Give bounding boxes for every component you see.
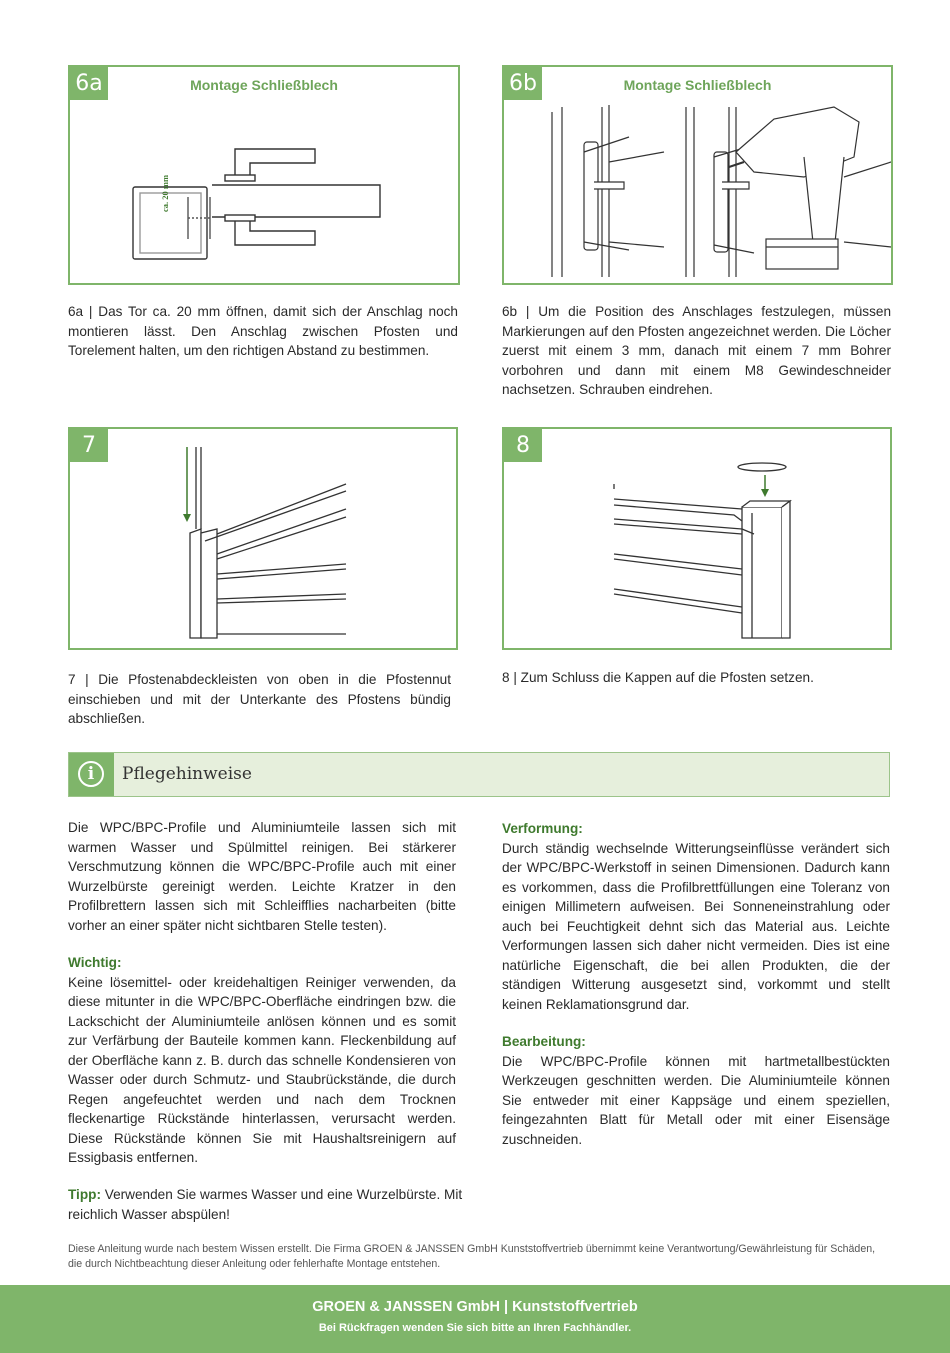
disclaimer: Diese Anleitung wurde nach bestem Wissen erstellt. Die Firma GROEN & JANSSEN GmbH Kunststoffvertrieb übernimmt keine Verantwortung/Gewährleistung für Schäden, die durch Nichtbeachtung dieser Anleitung oder fehlerhafte Montage entstehen. [68, 1243, 876, 1270]
step-badge-7: 7 [70, 429, 108, 462]
illustration-lock-plate [70, 67, 458, 283]
panel-6a [68, 65, 460, 285]
illustration-drilling [504, 67, 891, 283]
deform-heading: Verformung: [502, 821, 583, 836]
info-icon: i [78, 761, 104, 787]
step-badge-6b: 6b [504, 67, 542, 100]
caption-8: 8 | Zum Schluss die Kappen auf die Pfosten setzen. [502, 670, 814, 685]
illustration-post-caps [504, 429, 890, 648]
step-badge-8: 8 [504, 429, 542, 462]
caption-6b: 6b | Um die Position des Anschlages festzulegen, müssen Markierungen auf den Pfosten angezeichnet werden. Die Löcher zuerst mit einem 3 mm, danach mit einem 7 mm Bohrer vorbohren und dann mit einem M8 Gewindeschneider nachsetzen. Schrauben eindrehen. [502, 304, 891, 397]
panel-title-6b: Montage Schließblech [623, 77, 772, 93]
important-block [68, 953, 456, 1168]
caption-7: 7 | Die Pfostenabdeckleisten von oben in die Pfostennut einschieben und mit der Unterkante des Pfostens bündig abschließen. [68, 672, 451, 726]
care-intro: Die WPC/BPC-Profile und Aluminiumteile lassen sich mit warmen Wasser und Spülmittel reinigen. Bei stärkerer Verschmutzung können die WPC/BPC-Profile auch mit einer Wurzelbürste gereinigt werden. Leichte Kratzer in den Profilbrettern lassen sich mit Schleifflies nacharbeiten (bitte vorher an einer später nicht sichtbaren Stelle testen). [68, 820, 456, 933]
panel-8 [502, 427, 892, 650]
step-badge-6a: 6a [70, 67, 108, 100]
tip-text: Verwenden Sie warmes Wasser und eine Wurzelbürste. Mit reichlich Wasser abspülen! [68, 1187, 463, 1222]
info-icon-box [69, 753, 114, 796]
important-text: Keine lösemittel- oder kreidehaltigen Reiniger verwenden, da diese mitunter in die WPC/BPC-Oberfläche eindringen bzw. die Lackschicht der Aluminiumteile anlösen können und es somit zur Verfärbung der Bauteile kommen kann. Fleckenbildung auf der Oberfläche kann z. B. durch das schnelle Kondensieren von Wasser oder durch Schmutz- und Staubrückstände, die durch Regen angefeuchtet werden und nach dem Trocknen fleckenartige Rückstände hinterlassen, verursacht werden. Diese Rückstände können Sie mit Haushaltsreinigern auf Essigbasis entfernen. [68, 974, 456, 1165]
panel-7 [68, 427, 458, 650]
deform-text: Durch ständig wechselnde Witterungseinflüsse verändert sich der WPC/BPC-Werkstoff in seinen Dimensionen. Dadurch kann es vorkommen, dass die Profilbrettfüllungen eine Toleranz von einigen Millimetern aufweisen. Bei Sonneneinstrahlung oder auch bei Feuchtigkeit dehnt sich das Material aus. Leichte Verformungen lassen sich daher nicht vermeiden. Dies ist eine natürliche Eigenschaft, die bei allen Produkten, die der ständigen Witterung ausgesetzt sind, vorkommt und stellt keinen Reklamationsgrund dar. [502, 840, 890, 1012]
section-title: Pflegehinweise [122, 764, 252, 784]
illustration-post-cover [70, 429, 456, 648]
work-heading: Bearbeitung: [502, 1034, 586, 1049]
important-heading: Wichtig: [68, 955, 122, 970]
footer-company: GROEN & JANSSEN GmbH | Kunststoffvertrieb [312, 1299, 638, 1315]
caption-6a: 6a | Das Tor ca. 20 mm öffnen, damit sich der Anschlag noch montieren lässt. Den Anschlag zwischen Pfosten und Torelement halten, um den richtigen Abstand zu bestimmen. [68, 304, 458, 358]
footer [0, 1285, 950, 1353]
work-text: Die WPC/BPC-Profile können mit hartmetallbestückten Werkzeugen geschnitten werden. Die Aluminiumteile können Sie entweder mit einer Kappsäge und einem speziellen, feingezahnten Blatt für Metall oder mit einer Eisensäge zuschneiden. [502, 1053, 890, 1147]
footer-note: Bei Rückfragen wenden Sie sich bitte an Ihren Fachhändler. [318, 1322, 632, 1334]
dimension-label: ca. 20 mm [160, 174, 170, 212]
panel-title-6a: Montage Schließblech [190, 77, 338, 93]
panel-6b [502, 65, 893, 285]
section-header-care [68, 752, 890, 797]
work-block [502, 1032, 890, 1149]
tip-block [68, 1185, 468, 1224]
tip-heading: Tipp: [68, 1187, 101, 1202]
deform-block [502, 819, 890, 1014]
